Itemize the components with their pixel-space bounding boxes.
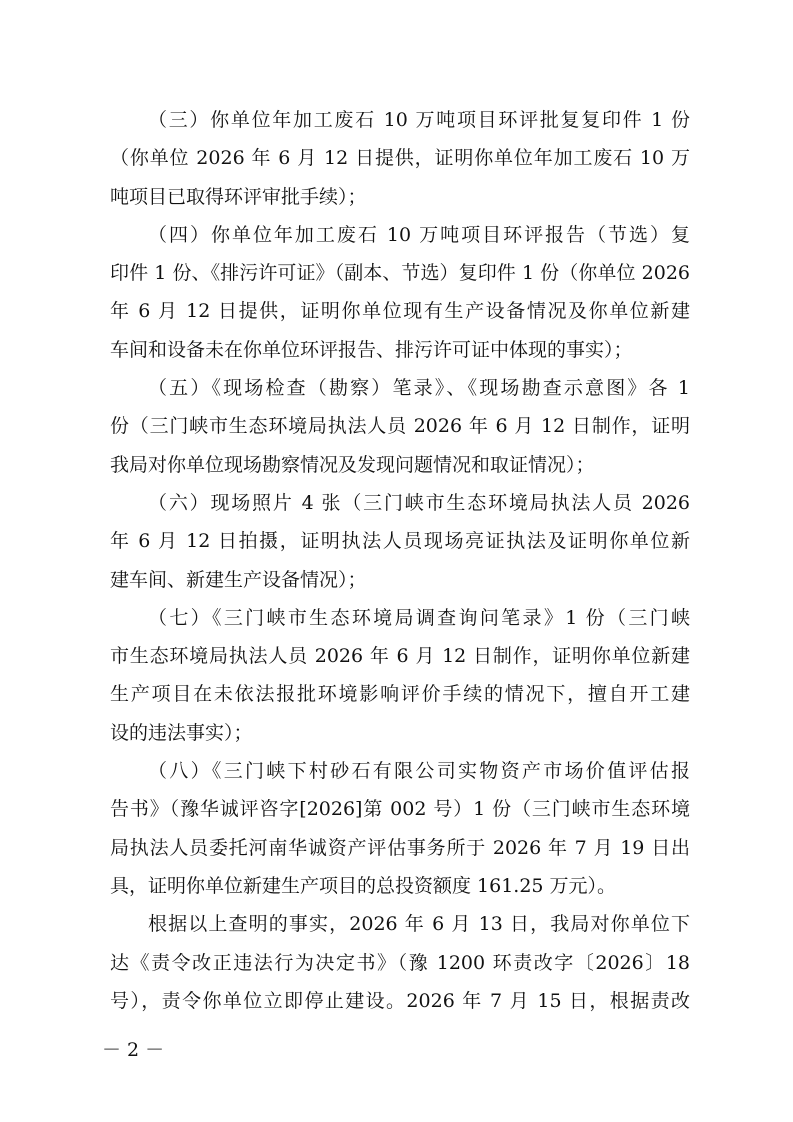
paragraph-4 [110, 216, 690, 369]
text-line: 建车间、新建生产设备情况）； [110, 568, 367, 591]
text-line: 市生态环境局执法人员 2026 年 6 月 12 日制作，证明你单位新建 [110, 645, 690, 668]
text-line: 告书》（豫华诚评咨字[2026]第 002 号）1 份（三门峡市生态环境 [110, 798, 690, 821]
document-body [110, 101, 690, 1020]
text-line: 具，证明你单位新建生产项目的总投资额度 161.25 万元）。 [110, 874, 617, 897]
text-line: 年 6 月 12 日拍摄，证明执法人员现场亮证执法及证明你单位新 [110, 530, 690, 553]
text-line: （五）《现场检查（勘察）笔录》、《现场勘查示意图》各 1 [148, 377, 690, 400]
text-line: （七）《三门峡市生态环境局调查询问笔录》1 份（三门峡 [148, 606, 690, 629]
text-line: （六）现场照片 4 张（三门峡市生态环境局执法人员 2026 [148, 491, 690, 514]
text-line: （四）你单位年加工废石 10 万吨项目环评报告（节选）复 [148, 223, 690, 246]
text-line: （八）《三门峡下村砂石有限公司实物资产市场价值评估报 [148, 760, 690, 783]
text-line: 份（三门峡市生态环境局执法人员 2026 年 6 月 12 日制作，证明 [110, 415, 690, 438]
text-line: 吨项目已取得环评审批手续）； [110, 185, 367, 208]
text-line: 局执法人员委托河南华诚资产评估事务所于 2026 年 7 月 19 日出 [110, 836, 690, 859]
text-line: 印件 1 份、《排污许可证》（副本、节选）复印件 1 份（你单位 2026 [110, 262, 690, 285]
paragraph-8 [110, 752, 690, 905]
paragraph-3 [110, 101, 690, 216]
text-line: （你单位 2026 年 6 月 12 日提供，证明你单位年加工废石 10 万 [110, 147, 690, 170]
text-line: 生产项目在未依法报批环境影响评价手续的情况下，擅自开工建 [110, 683, 690, 706]
paragraph-6 [110, 484, 690, 599]
text-line: 年 6 月 12 日提供，证明你单位现有生产设备情况及你单位新建 [110, 300, 690, 323]
text-line: （三）你单位年加工废石 10 万吨项目环评批复复印件 1 份 [148, 109, 690, 131]
paragraph-7 [110, 599, 690, 752]
text-line: 车间和设备未在你单位环评报告、排污许可证中体现的事实）； [110, 338, 633, 361]
page-number: － 2 － [102, 1039, 165, 1061]
text-line: 号），责令你单位立即停止建设。2026 年 7 月 15 日，根据责改 [110, 989, 690, 1012]
text-line: 我局对你单位现场勘察情况及发现问题情况和取证情况）； [110, 453, 595, 476]
text-line: 设的违法事实）； [110, 721, 253, 744]
paragraph-conclusion [110, 905, 690, 1020]
text-line: 根据以上查明的事实，2026 年 6 月 13 日，我局对你单位下 [148, 913, 690, 936]
text-line: 达《责令改正违法行为决定书》（豫 1200 环责改字〔2026〕18 [110, 951, 690, 974]
paragraph-5 [110, 369, 690, 484]
